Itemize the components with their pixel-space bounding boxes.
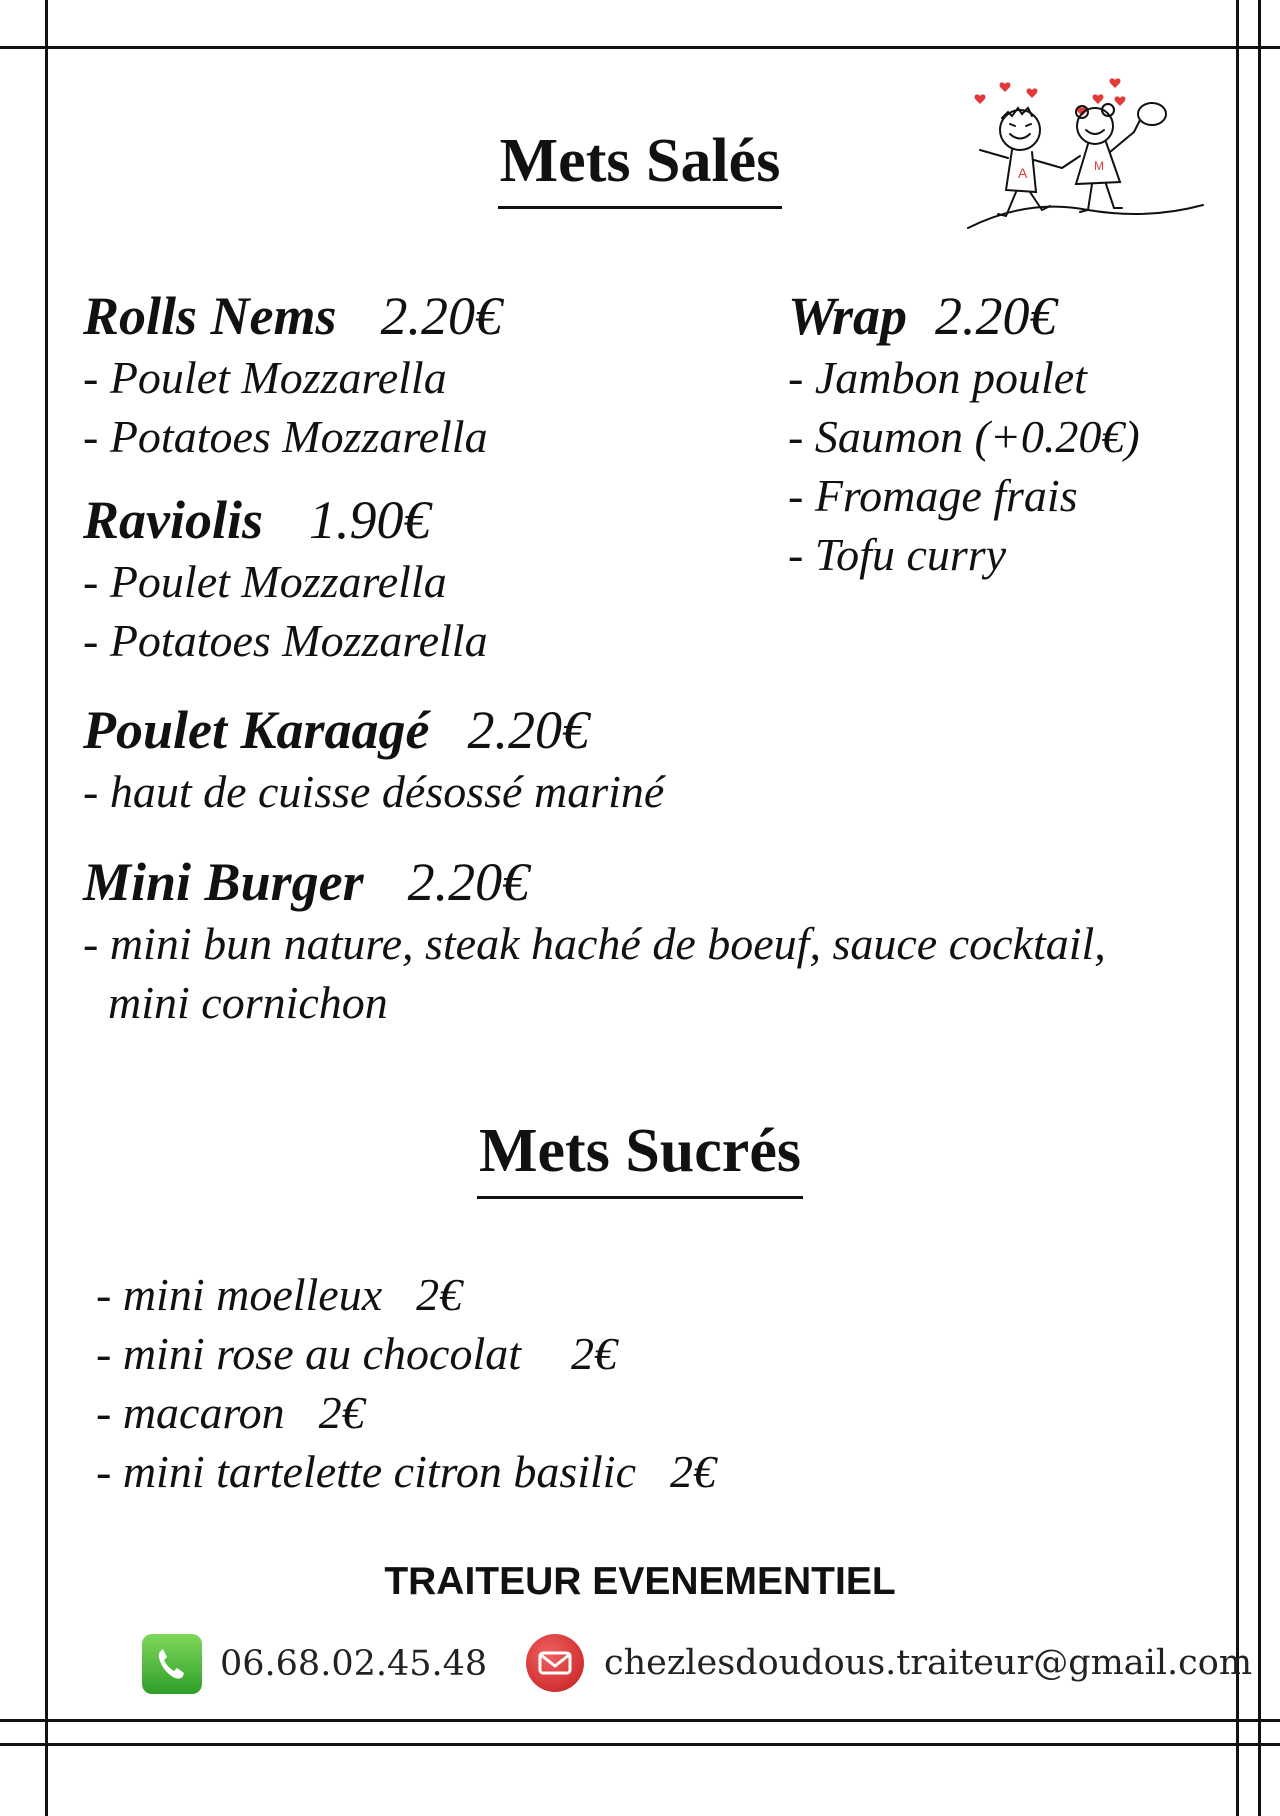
item-name: Raviolis: [83, 490, 264, 550]
sweet-label: - mini rose au chocolat: [96, 1328, 522, 1379]
item-option: - Jambon poulet: [788, 352, 1087, 403]
mail-icon: [526, 1634, 584, 1692]
email-address: chezlesdoudous.traiteur@gmail.com: [604, 1643, 1253, 1683]
item-price: 2.20€: [935, 286, 1057, 346]
frame-line-bottom-2: [0, 1743, 1280, 1746]
item-option: - Saumon (+0.20€): [788, 411, 1140, 462]
item-option: - haut de cuisse désossé mariné: [83, 766, 665, 817]
footer-title: TRAITEUR EVENEMENTIEL: [384, 1560, 896, 1603]
sweet-price: 2€: [571, 1328, 618, 1379]
item-name: Mini Burger: [83, 852, 364, 912]
menu-item-mini-burger: [83, 850, 1106, 1032]
item-option: - Potatoes Mozzarella: [83, 411, 488, 462]
item-name: Rolls Nems: [83, 286, 337, 346]
frame-line-left: [45, 0, 48, 1816]
item-option: - Potatoes Mozzarella: [83, 615, 488, 666]
item-price: 1.90€: [309, 490, 431, 550]
frame-line-right-1: [1236, 0, 1239, 1816]
item-name: Poulet Karaagé: [83, 700, 430, 760]
item-option: - Poulet Mozzarella: [83, 556, 447, 607]
item-price: 2.20€: [407, 852, 530, 912]
list-item: [96, 1442, 716, 1501]
item-name: Wrap: [788, 286, 908, 346]
item-option: - Tofu curry: [788, 529, 1007, 580]
phone-icon: [142, 1634, 202, 1694]
list-item: [96, 1265, 716, 1324]
list-item: [96, 1324, 716, 1383]
sweet-price: 2€: [318, 1387, 365, 1438]
item-option: - Fromage frais: [788, 470, 1078, 521]
menu-item-wrap: [788, 284, 1140, 584]
sweet-price: 2€: [416, 1269, 463, 1320]
item-price: 2.20€: [467, 700, 589, 760]
phone-number: 06.68.02.45.48: [220, 1644, 488, 1684]
item-option: - mini bun nature, steak haché de boeuf, sauce cocktail,: [83, 918, 1106, 969]
girl-letter: M: [1094, 159, 1104, 173]
savory-section-title: Mets Salés: [0, 130, 1280, 209]
sweet-section-title: Mets Sucrés: [0, 1120, 1280, 1199]
sweet-label: - mini tartelette citron basilic: [96, 1446, 636, 1497]
frame-line-bottom-1: [0, 1719, 1280, 1722]
list-item: [96, 1383, 716, 1442]
sweet-price: 2€: [669, 1446, 716, 1497]
sweet-label: - macaron: [96, 1387, 285, 1438]
menu-item-poulet-karaage: [83, 698, 664, 821]
contact-email[interactable]: [526, 1634, 1252, 1692]
item-option: - Poulet Mozzarella: [83, 352, 447, 403]
frame-line-top: [0, 46, 1280, 49]
item-option: mini cornichon: [108, 977, 388, 1028]
menu-item-rolls-nems: [83, 284, 502, 466]
contact-phone[interactable]: [142, 1634, 487, 1694]
sweet-label: - mini moelleux: [96, 1269, 383, 1320]
item-price: 2.20€: [380, 286, 503, 346]
sweet-list: [96, 1265, 716, 1501]
menu-item-raviolis: [83, 488, 488, 670]
frame-line-right-2: [1258, 0, 1261, 1816]
boy-letter: A: [1018, 165, 1028, 181]
